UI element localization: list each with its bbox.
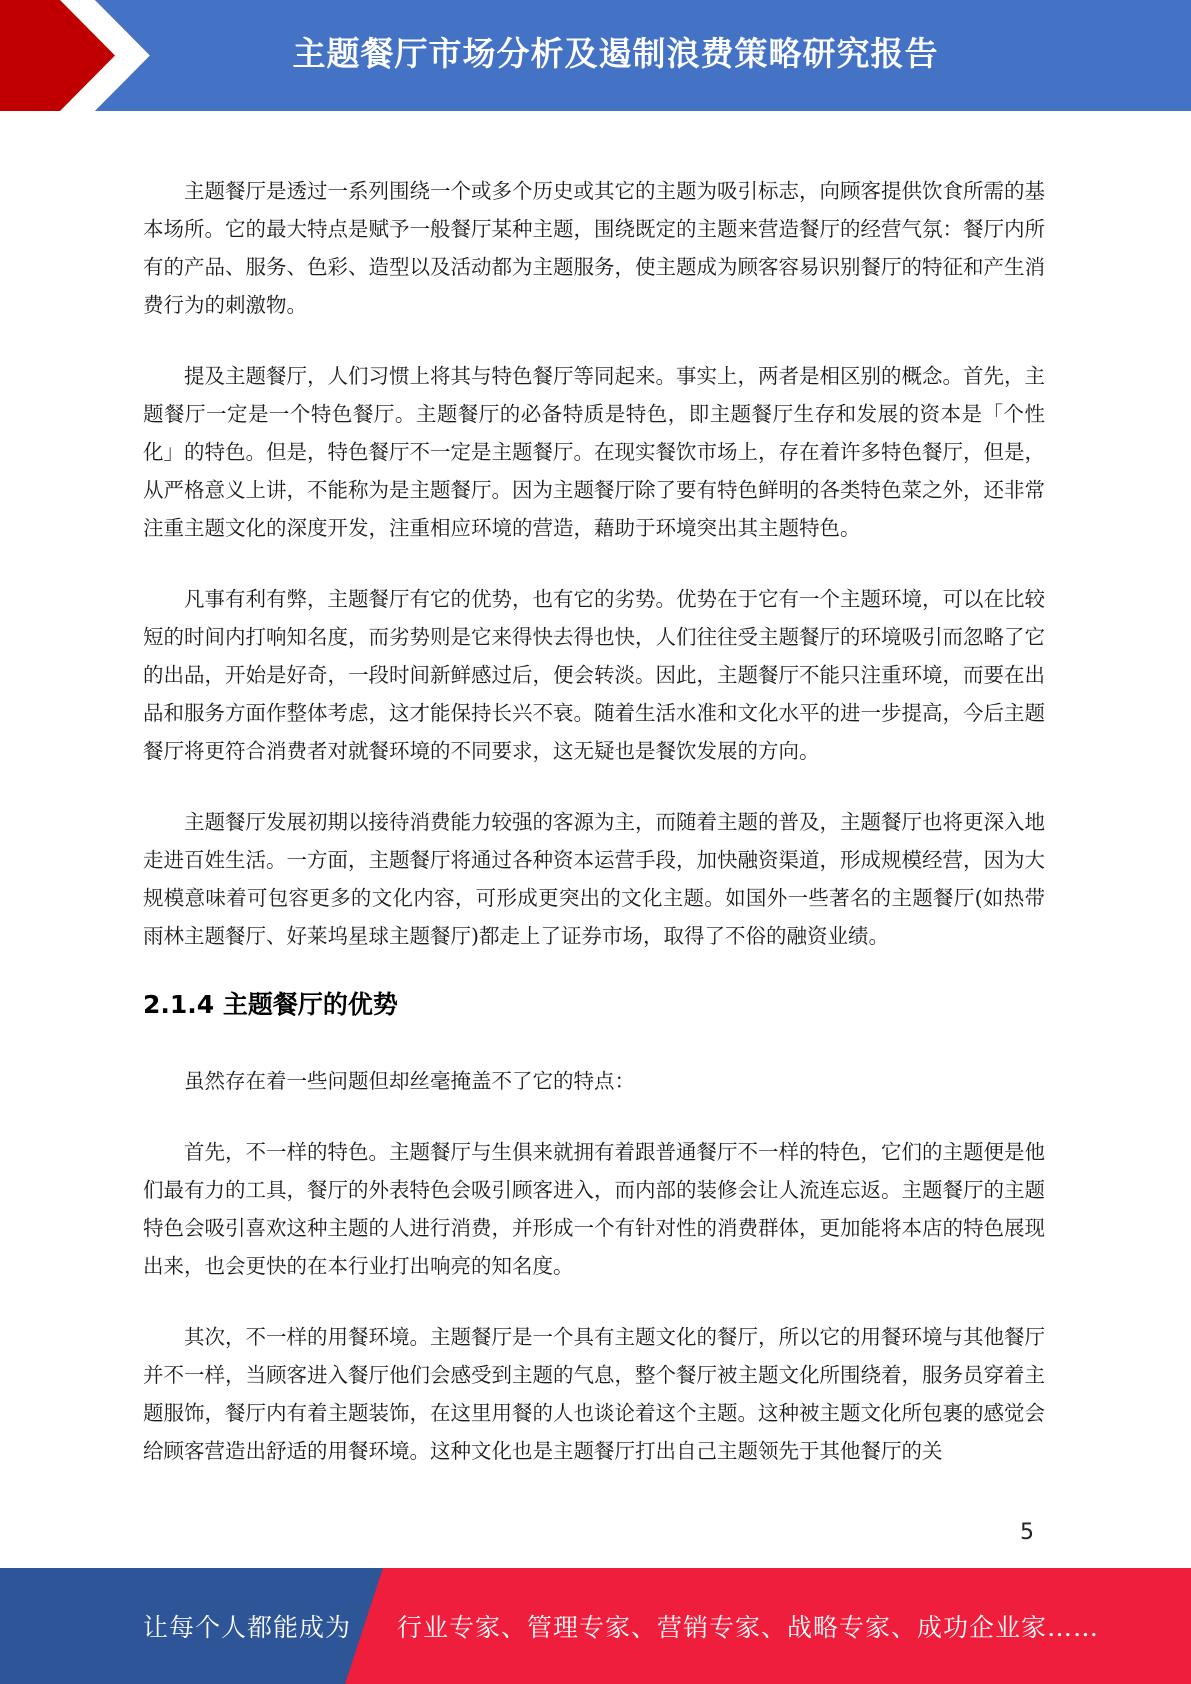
document-body <box>143 172 1045 1503</box>
body-paragraph: 首先，不一样的特色。主题餐厅与生俱来就拥有着跟普通餐厅不一样的特色，它们的主题便是他们最有力的工具，餐厅的外表特色会吸引顾客进入，而内部的装修会让人流连忘返。主题餐厅的主题特色会吸引喜欢这种主题的人进行消费，并形成一个有针对性的消费群体，更加能将本店的特色展现出来，也会更快的在本行业打出响亮的知名度。 <box>143 1140 1045 1278</box>
body-paragraph: 其次，不一样的用餐环境。主题餐厅是一个具有主题文化的餐厅，所以它的用餐环境与其他餐厅并不一样，当顾客进入餐厅他们会感受到主题的气息，整个餐厅被主题文化所围绕着，服务员穿着主题服饰，餐厅内有着主题装饰，在这里用餐的人也谈论着这个主题。这种被主题文化所包裹的感觉会给顾客营造出舒适的用餐环境。这种文化也是主题餐厅打出自己主题领先于其他餐厅的关 <box>143 1325 1045 1463</box>
section-heading: 2.1.4 主题餐厅的优势 <box>143 990 398 1019</box>
page-number: 5 <box>1020 1520 1034 1545</box>
header-band <box>0 0 1191 111</box>
body-paragraph: 主题餐厅是透过一系列围绕一个或多个历史或其它的主题为吸引标志，向顾客提供饮食所需的基本场所。它的最大特点是赋予一般餐厅某种主题，围绕既定的主题来营造餐厅的经营气氛：餐厅内所有的产品、服务、色彩、造型以及活动都为主题服务，使主题成为顾客容易识别餐厅的特征和产生消费行为的刺激物。 <box>143 179 1045 317</box>
body-paragraph: 虽然存在着一些问题但却丝毫掩盖不了它的特点： <box>184 1069 635 1093</box>
footer-band <box>0 1568 1191 1684</box>
body-paragraph: 凡事有利有弊，主题餐厅有它的优势，也有它的劣势。优势在于它有一个主题环境，可以在比较短的时间内打响知名度，而劣势则是它来得快去得也快，人们往往受主题餐厅的环境吸引而忽略了它的出品，开始是好奇，一段时间新鲜感过后，便会转淡。因此，主题餐厅不能只注重环境，而要在出品和服务方面作整体考虑，这才能保持长兴不衰。随着生活水准和文化水平的进一步提高，今后主题餐厅将更符合消费者对就餐环境的不同要求，这无疑也是餐饮发展的方向。 <box>143 587 1045 763</box>
body-paragraph: 主题餐厅发展初期以接待消费能力较强的客源为主，而随着主题的普及，主题餐厅也将更深入地走进百姓生活。一方面，主题餐厅将通过各种资本运营手段，加快融资渠道，形成规模经营，因为大规模意味着可包容更多的文化内容，可形成更突出的文化主题。如国外一些著名的主题餐厅(如热带雨林主题餐厅、好莱坞星球主题餐厅)都走上了证券市场，取得了不俗的融资业绩。 <box>143 810 1045 948</box>
body-paragraph: 提及主题餐厅，人们习惯上将其与特色餐厅等同起来。事实上，两者是相区别的概念。首先，主题餐厅一定是一个特色餐厅。主题餐厅的必备特质是特色，即主题餐厅生存和发展的资本是「个性化」的特色。但是，特色餐厅不一定是主题餐厅。在现实餐饮市场上，存在着许多特色餐厅，但是，从严格意义上讲，不能称为是主题餐厅。因为主题餐厅除了要有特色鲜明的各类特色菜之外，还非常注重主题文化的深度开发，注重相应环境的营造，藉助于环境突出其主题特色。 <box>143 364 1045 540</box>
footer-slogan-right: 行业专家、管理专家、营销专家、战略专家、成功企业家…… <box>397 1613 1100 1642</box>
footer-slogan-left: 让每个人都能成为 <box>143 1613 352 1642</box>
report-title: 主题餐厅市场分析及遏制浪费策略研究报告 <box>292 34 939 73</box>
